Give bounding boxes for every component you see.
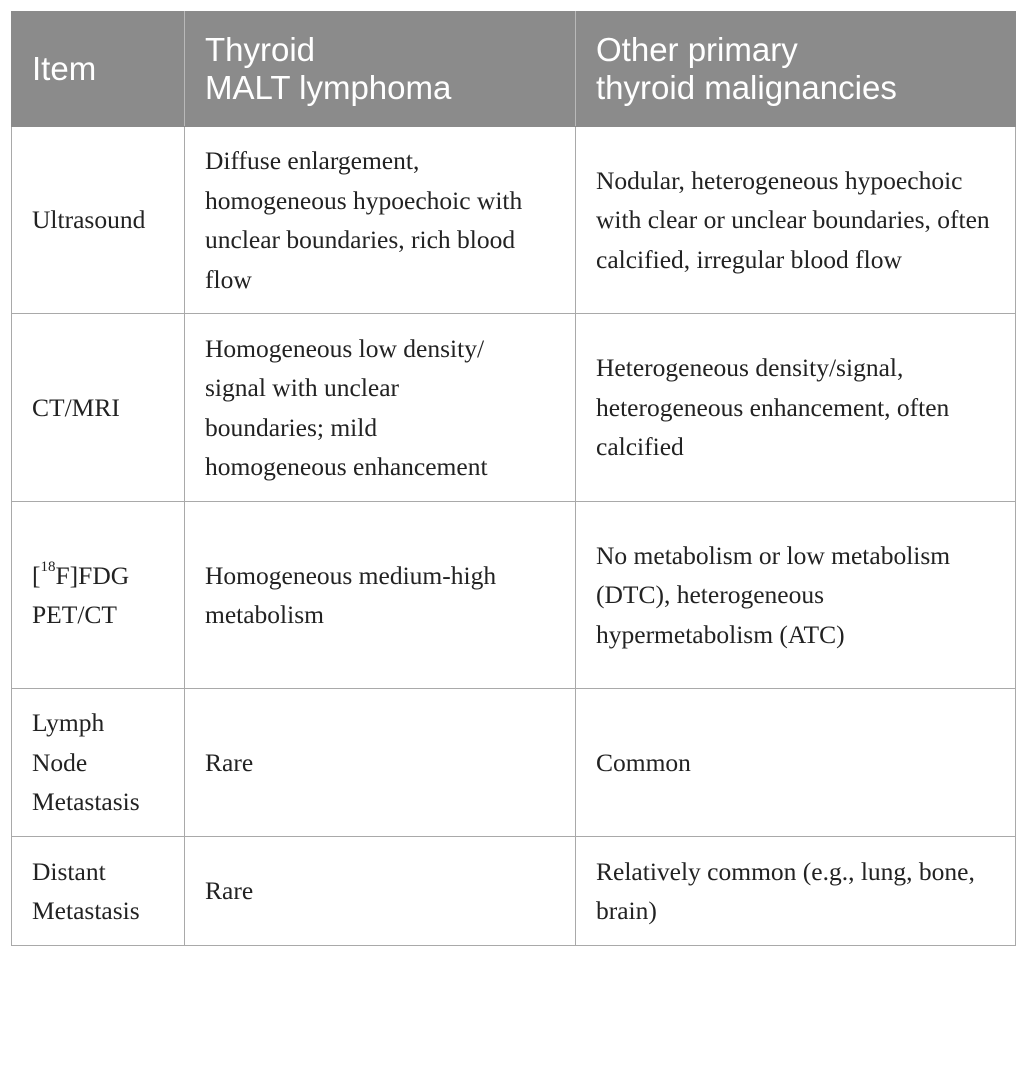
row-other-lymph-node-metastasis: Common <box>576 689 1016 837</box>
table-row <box>12 127 1016 314</box>
row-other-fdg-pet-ct: No metabolism or low metabolism (DTC), heterogeneous hypermetabolism (ATC) <box>576 502 1016 689</box>
table-header-row <box>12 12 1016 127</box>
header-item: Item <box>12 12 185 127</box>
isotope-superscript: 18 <box>40 559 56 575</box>
header-thyroid-malt-lymphoma: Thyroid MALT lymphoma <box>185 12 576 127</box>
comparison-table <box>11 11 1016 946</box>
row-other-ct-mri: Heterogeneous density/signal, heterogeneous enhancement, often calcified <box>576 314 1016 502</box>
table-row <box>12 689 1016 837</box>
table-row <box>12 502 1016 689</box>
row-malt-ultrasound: Diffuse enlargement, homogeneous hypoechoic with unclear boundaries, rich blood flow <box>185 127 576 314</box>
row-malt-lymph-node-metastasis: Rare <box>185 689 576 837</box>
row-other-distant-metastasis: Relatively common (e.g., lung, bone, brain) <box>576 837 1016 946</box>
row-malt-fdg-pet-ct: Homogeneous medium-high metabolism <box>185 502 576 689</box>
row-item-distant-metastasis: Distant Metastasis <box>12 837 185 946</box>
row-item-ultrasound: Ultrasound <box>12 127 185 314</box>
row-item-lymph-node-metastasis: Lymph Node Metastasis <box>12 689 185 837</box>
row-malt-distant-metastasis: Rare <box>185 837 576 946</box>
item-suffix: F]FDG PET/CT <box>32 560 130 629</box>
table-container <box>11 11 1015 946</box>
row-other-ultrasound: Nodular, heterogeneous hypoechoic with clear or unclear boundaries, often calcified, irregular blood flow <box>576 127 1016 314</box>
row-item-fdg-pet-ct <box>12 502 185 689</box>
header-other-primary-thyroid-malignancies: Other primary thyroid malignancies <box>576 12 1016 127</box>
item-prefix: [ <box>32 560 41 590</box>
row-malt-ct-mri: Homogeneous low density/ signal with unclear boundaries; mild homogeneous enhancement <box>185 314 576 502</box>
row-item-ct-mri: CT/MRI <box>12 314 185 502</box>
table-row <box>12 837 1016 946</box>
table-row <box>12 314 1016 502</box>
